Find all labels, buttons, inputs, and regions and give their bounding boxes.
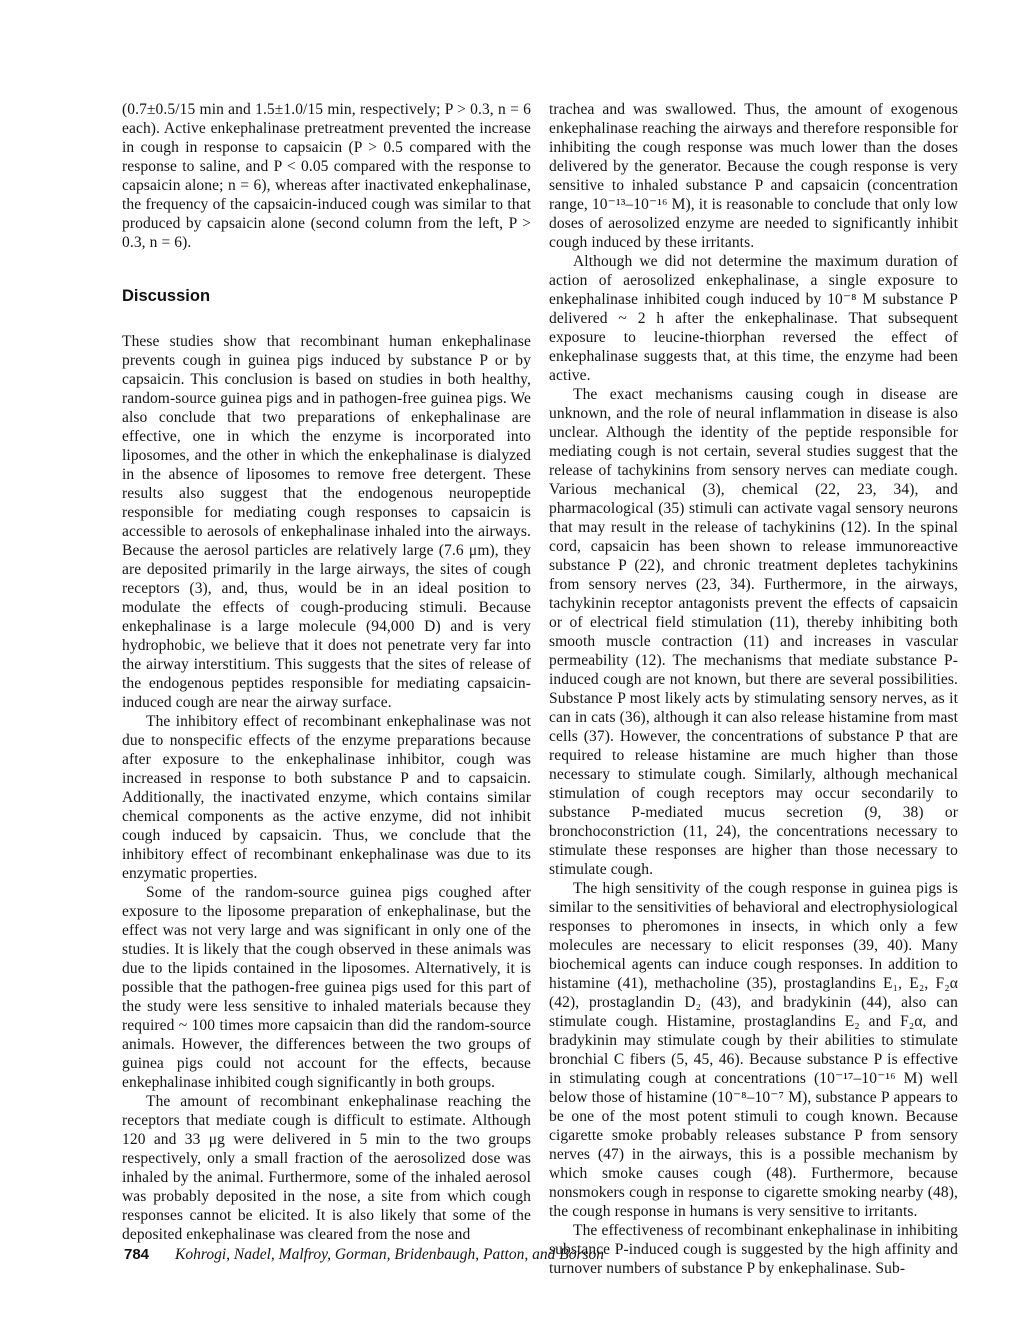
section-heading-discussion: Discussion	[122, 287, 211, 305]
paragraph: The effectiveness of recombinant enkephalinase in inhibiting substance P-induced cough is suggested by the high affinity and turnover numbers of substance P by enkephalinase. Sub-	[549, 1222, 958, 1277]
paragraph: Although we did not determine the maximum duration of action of aerosolized enkephalinase, a single exposure to enkephalinase inhibited cough induced by 10⁻⁸ M substance P delivered ~ 2 h after the enkephalinase. That subsequent exposure to leucine-thiorphan reversed the effect of enkephalinase suggests that, at this time, the enzyme had been active.	[549, 253, 958, 384]
left-column	[122, 100, 531, 1278]
two-column-text	[122, 100, 958, 1278]
paragraph: The inhibitory effect of recombinant enkephalinase was not due to nonspecific effects of the enzyme preparations because after exposure to the enkephalinase inhibitor, cough was increased in response to both substance P and to capsaicin. Additionally, the inactivated enzyme, which contains similar chemical components as the active enzyme, did not inhibit cough induced by capsaicin. Thus, we conclude that the inhibitory effect of recombinant enkephalinase was due to its enzymatic properties.	[122, 713, 531, 882]
paragraph: Some of the random-source guinea pigs coughed after exposure to the liposome preparation of enkephalinase, but the effect was not very large and was significant in only one of the studies. It is likely that the cough observed in these animals was due to the lipids contained in the liposomes. Alternatively, it is possible that the pathogen-free guinea pigs used for this part of the study were less sensitive to inhaled materials because they required ~ 100 times more capsaicin than did the random-source animals. However, the differences between the two groups of guinea pigs could not account for the effects, because enkephalinase inhibited cough significantly in both groups.	[122, 884, 531, 1091]
page-footer	[124, 1246, 960, 1264]
page-number: 784	[124, 1246, 150, 1263]
paragraph-continuation: (0.7±0.5/15 min and 1.5±1.0/15 min, respectively; P > 0.3, n = 6 each). Active enkephalinase pretreatment prevented the increase in cough in response to capsaicin (P > 0.5 compared with the response to saline, and P < 0.05 compared with the response to capsaicin alone; n = 6), whereas after inactivated enkephalinase, the frequency of the capsaicin-induced cough was similar to that produced by capsaicin alone (second column from the left, P > 0.3, n = 6).	[122, 101, 531, 251]
footer-authors: Kohrogi, Nadel, Malfroy, Gorman, Bridenbaugh, Patton, and Borson	[175, 1246, 605, 1263]
paragraph: The amount of recombinant enkephalinase reaching the receptors that mediate cough is difficult to estimate. Although 120 and 33 μg were delivered in 5 min to the two groups respectively, only a small fraction of the aerosolized dose was inhaled by the animal. Furthermore, some of the inhaled aerosol was probably deposited in the nose, a site from which cough responses cannot be elicited. It is also likely that some of the deposited enkephalinase was cleared from the nose and	[122, 1093, 531, 1243]
paragraph-continuation: trachea and was swallowed. Thus, the amount of exogenous enkephalinase reaching the airways and therefore responsible for inhibiting the cough response was much lower than the doses delivered by the generator. Because the cough response is very sensitive to inhaled substance P and capsaicin (concentration range, 10⁻¹³–10⁻¹⁶ M), it is reasonable to conclude that only low doses of aerosolized enzyme are needed to significantly inhibit cough induced by these irritants.	[549, 101, 958, 251]
right-column	[549, 100, 958, 1278]
paragraph: The exact mechanisms causing cough in disease are unknown, and the role of neural inflammation in disease is also unclear. Although the identity of the peptide responsible for mediating cough is not certain, several studies suggest that the release of tachykinins from sensory nerves can mediate cough. Various mechanical (3), chemical (22, 23, 34), and pharmacological (35) stimuli can activate vagal sensory neurons that may result in the release of tachykinins (12). In the spinal cord, capsaicin has been shown to release immunoreactive substance P (22), and chronic treatment depletes tachykinins from sensory nerves (23, 34). Furthermore, in the airways, tachykinin receptor antagonists prevent the effects of capsaicin or of electrical field stimulation (11), thereby inhibiting both smooth muscle contraction (11) and increases in vascular permeability (12). The mechanisms that mediate substance P-induced cough are not known, but there are several possibilities. Substance P most likely acts by stimulating sensory nerves, as it can in cats (36), although it can also release histamine from mast cells (37). However, the concentrations of substance P that are required to release histamine are much higher than those necessary to stimulate cough. Similarly, although mechanical stimulation of cough receptors may occur secondarily to substance P-mediated mucus secretion (9, 38) or bronchoconstriction (11, 24), the concentrations necessary to stimulate these responses are higher than those necessary to stimulate cough.	[549, 386, 958, 878]
paragraph: The high sensitivity of the cough response in guinea pigs is similar to the sensitivities of behavioral and electrophysiological responses to pheromones in insects, in which only a few molecules are necessary to elicit responses (39, 40). Many biochemical agents can induce cough responses. In addition to histamine (41), methacholine (35), prostaglandins E₁, E₂, F₂α (42), prostaglandin D₂ (43), and bradykinin (44), also can stimulate cough. Histamine, prostaglandins E₂ and F₂α, and bradykinin may stimulate cough by their abilities to stimulate bronchial C fibers (5, 45, 46). Because substance P is effective in stimulating cough at concentrations (10⁻¹⁷–10⁻¹⁶ M) well below those of histamine (10⁻⁸–10⁻⁷ M), substance P appears to be one of the most potent stimuli to cough known. Because cigarette smoke probably releases substance P from sensory nerves (47) in the airways, this is a possible mechanism by which smoke causes cough (48). Furthermore, because nonsmokers cough in response to cigarette smoking nearby (48), the cough response in humans is very sensitive to irritants.	[549, 880, 958, 1220]
paragraph: These studies show that recombinant human enkephalinase prevents cough in guinea pigs induced by substance P or by capsaicin. This conclusion is based on studies in both healthy, random-source guinea pigs and in pathogen-free guinea pigs. We also conclude that two preparations of enkephalinase are effective, one in which the enzyme is incorporated into liposomes, and the other in which the enkephalinase is dialyzed in the absence of liposomes to remove free detergent. These results also suggest that the endogenous neuropeptide responsible for mediating cough responses to capsaicin is accessible to aerosols of enkephalinase inhaled into the airways. Because the aerosol particles are relatively large (7.6 μm), they are deposited primarily in the large airways, the sites of cough receptors (3), and, thus, would be in an ideal position to modulate the effects of cough-producing stimuli. Because enkephalinase is a large molecule (94,000 D) and is very hydrophobic, we believe that it does not penetrate very far into the airway interstitium. This suggests that the sites of release of the endogenous peptides responsible for mediating capsaicin-induced cough are near the airway surface.	[122, 333, 531, 711]
